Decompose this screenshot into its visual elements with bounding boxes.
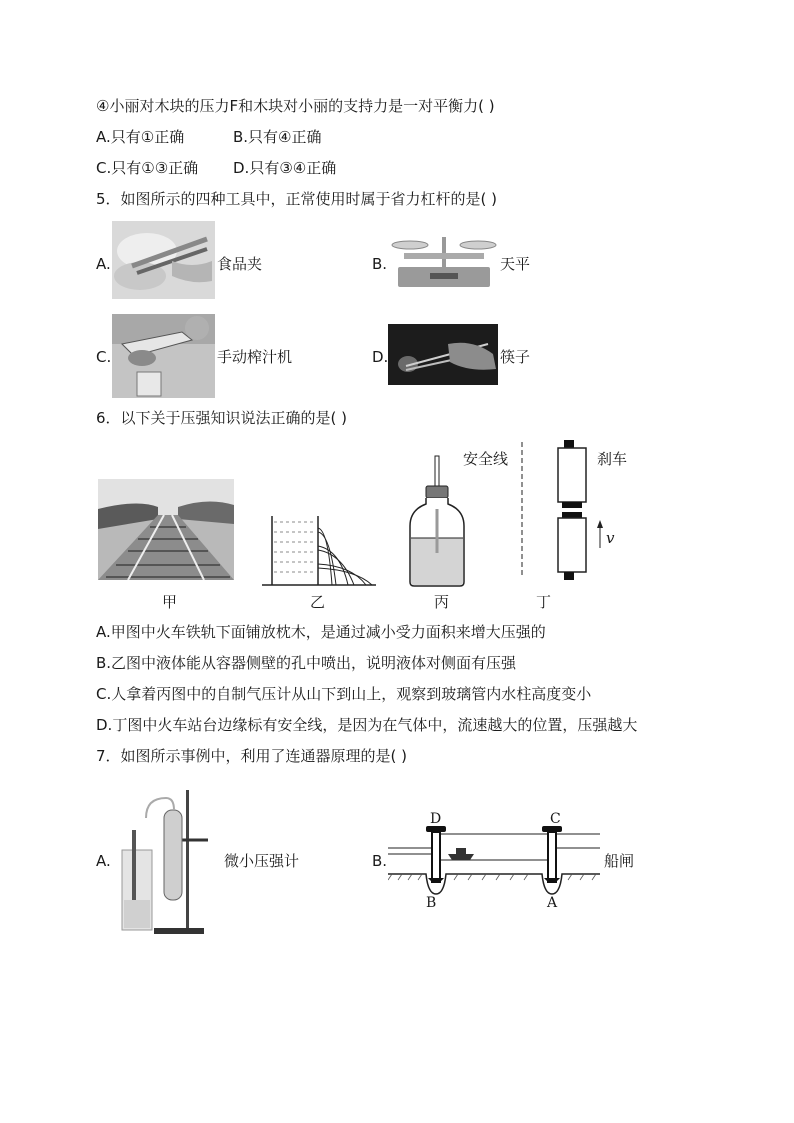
- q7-option-a-letter[interactable]: A.: [96, 852, 111, 870]
- q6-option-c[interactable]: C.人拿着丙图中的自制气压计从山下到山上，观察到玻璃管内水柱高度变小: [96, 685, 592, 703]
- chopsticks-photo: [388, 324, 498, 385]
- caption-bing: 丙: [434, 593, 450, 611]
- juicer-photo: [112, 314, 215, 398]
- q5-stem: 5．如图所示的四种工具中，正常使用时属于省力杠杆的是( ): [96, 190, 498, 208]
- q5-option-a-text: 食品夹: [217, 255, 263, 273]
- q5-option-b-letter[interactable]: B.: [372, 255, 388, 273]
- liquid-container-diagram: [262, 508, 376, 588]
- q4-option-c[interactable]: C.只有①③正确: [96, 159, 199, 177]
- q4-option-d[interactable]: D.只有③④正确: [233, 159, 337, 177]
- gate-label-d: D: [430, 811, 442, 827]
- gate-label-c: C: [550, 811, 561, 827]
- q7-option-b-letter[interactable]: B.: [372, 852, 388, 870]
- q5-option-c-letter[interactable]: C.: [96, 348, 112, 366]
- q5-option-d-text: 筷子: [500, 348, 531, 366]
- q7-option-a-text: 微小压强计: [224, 852, 300, 870]
- ship-lock-diagram: [388, 808, 600, 908]
- q4-option-b[interactable]: B.只有④正确: [233, 128, 322, 146]
- gate-label-b: B: [426, 895, 437, 911]
- q7-stem: 7．如图所示事例中，利用了连通器原理的是( ): [96, 747, 408, 765]
- q6-option-a[interactable]: A.甲图中火车铁轨下面铺放枕木，是通过减小受力面积来增大压强的: [96, 623, 546, 641]
- gate-label-a: A: [547, 895, 558, 911]
- safety-line-label: 安全线: [463, 450, 509, 468]
- q6-option-b[interactable]: B.乙图中液体能从容器侧壁的孔中喷出，说明液体对侧面有压强: [96, 654, 517, 672]
- caption-ding: 丁: [536, 593, 552, 611]
- brake-label: 刹车: [597, 450, 628, 468]
- q4-option-a[interactable]: A.只有①正确: [96, 128, 185, 146]
- caption-yi: 乙: [310, 593, 326, 611]
- railway-track-photo: [98, 479, 234, 580]
- caption-jia: 甲: [162, 593, 178, 611]
- q5-option-a-letter[interactable]: A.: [96, 255, 111, 273]
- q5-option-c-text: 手动榨汁机: [217, 348, 293, 366]
- pressure-gauge-photo: [118, 790, 218, 936]
- q4-statement-4: ④小丽对木块的压力F和木块对小丽的支持力是一对平衡力( ): [96, 97, 495, 115]
- food-tongs-photo: [112, 221, 215, 299]
- velocity-label: v: [606, 529, 615, 547]
- q7-option-b-text: 船闸: [604, 852, 635, 870]
- q6-option-d[interactable]: D.丁图中火车站台边缘标有安全线，是因为在气体中，流速越大的位置，压强越大: [96, 716, 638, 734]
- q6-stem: 6．以下关于压强知识说法正确的是( ): [96, 409, 348, 427]
- q5-option-d-letter[interactable]: D.: [372, 348, 389, 366]
- homemade-barometer-diagram: [406, 454, 468, 588]
- balance-scale-photo: [390, 233, 498, 293]
- q5-option-b-text: 天平: [500, 255, 531, 273]
